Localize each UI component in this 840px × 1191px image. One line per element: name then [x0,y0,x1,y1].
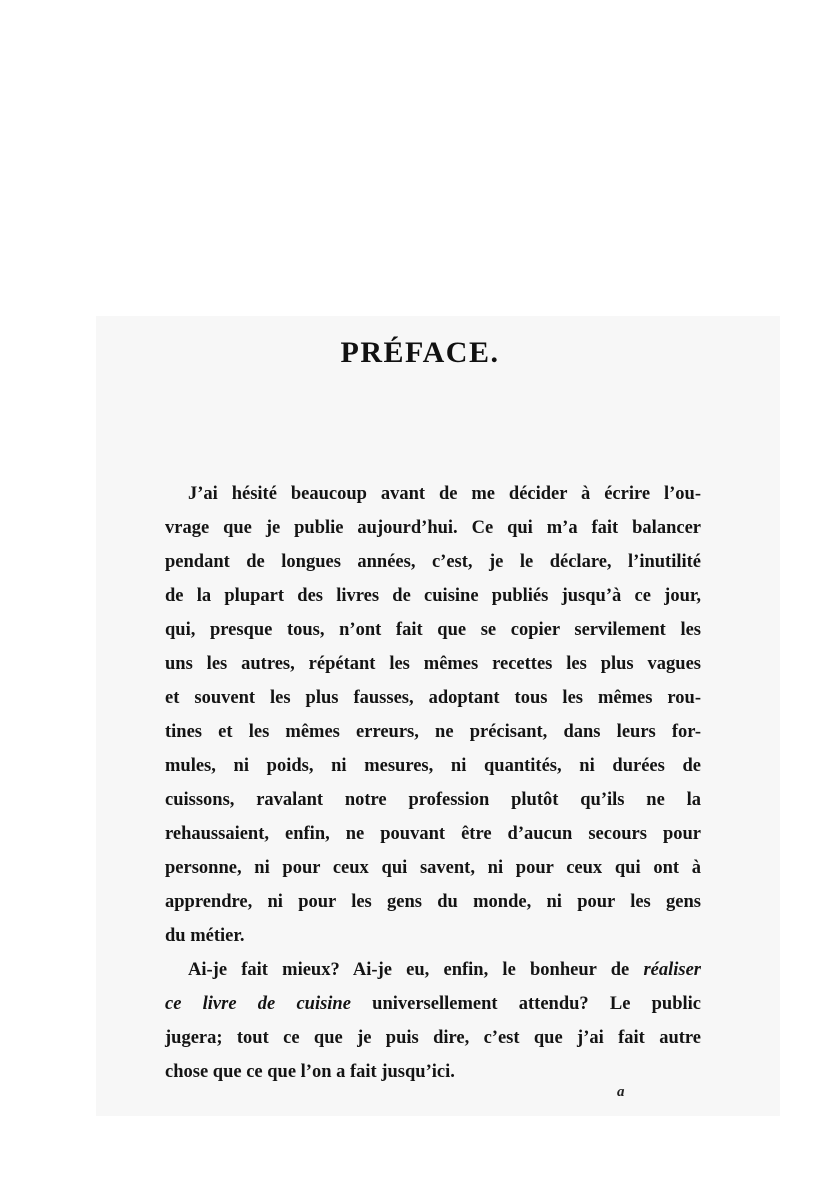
italic-text: réaliser [643,960,701,980]
text-segment: universellement attendu? Le public [350,994,702,1014]
paragraph-line: cuissons, ravalant notre profession plutôt qu’ils ne la [165,790,701,810]
paragraph-line: pendant de longues années, c’est, je le déclare, l’inutilité [165,552,701,572]
paragraph-line: rehaussaient, enfin, ne pouvant être d’aucun secours pour [165,824,701,844]
preface-body [165,477,701,1089]
paragraph-line: vrage que je publie aujourd’hui. Ce qui m’a fait balancer [165,518,701,538]
italic-text: ce livre de cuisine [165,994,351,1014]
text-segment: Ai-je fait mieux? Ai-je eu, enfin, le bonheur de [188,960,644,980]
paragraph-line: et souvent les plus fausses, adoptant tous les mêmes rou- [165,688,701,708]
paragraph [165,477,701,953]
paragraph-line: mules, ni poids, ni mesures, ni quantités, ni durées de [165,756,701,776]
paragraph-line: du métier. [165,926,245,946]
paragraph-line: tines et les mêmes erreurs, ne précisant, dans leurs for- [165,722,701,742]
paragraph-line: uns les autres, répétant les mêmes recettes les plus vagues [165,654,701,674]
paragraph-line [165,987,701,1021]
paragraph-line [165,953,701,987]
paragraph-line: personne, ni pour ceux qui savent, ni pour ceux qui ont à [165,858,701,878]
paragraph-line: jugera; tout ce que je puis dire, c’est que j’ai fait autre [165,1028,701,1048]
paragraph-line: apprendre, ni pour les gens du monde, ni pour les gens [165,892,701,912]
paragraph-line: J’ai hésité beaucoup avant de me décider à écrire l’ou- [188,484,701,504]
paragraph [165,953,701,1089]
page-title: PRÉFACE. [340,336,500,369]
paragraph-line: chose que ce que l’on a fait jusqu’ici. [165,1062,455,1082]
paragraph-line: qui, presque tous, n’ont fait que se copier servilement les [165,620,701,640]
signature-mark: a [617,1084,625,1100]
paragraph-line: de la plupart des livres de cuisine publiés jusqu’à ce jour, [165,586,701,606]
